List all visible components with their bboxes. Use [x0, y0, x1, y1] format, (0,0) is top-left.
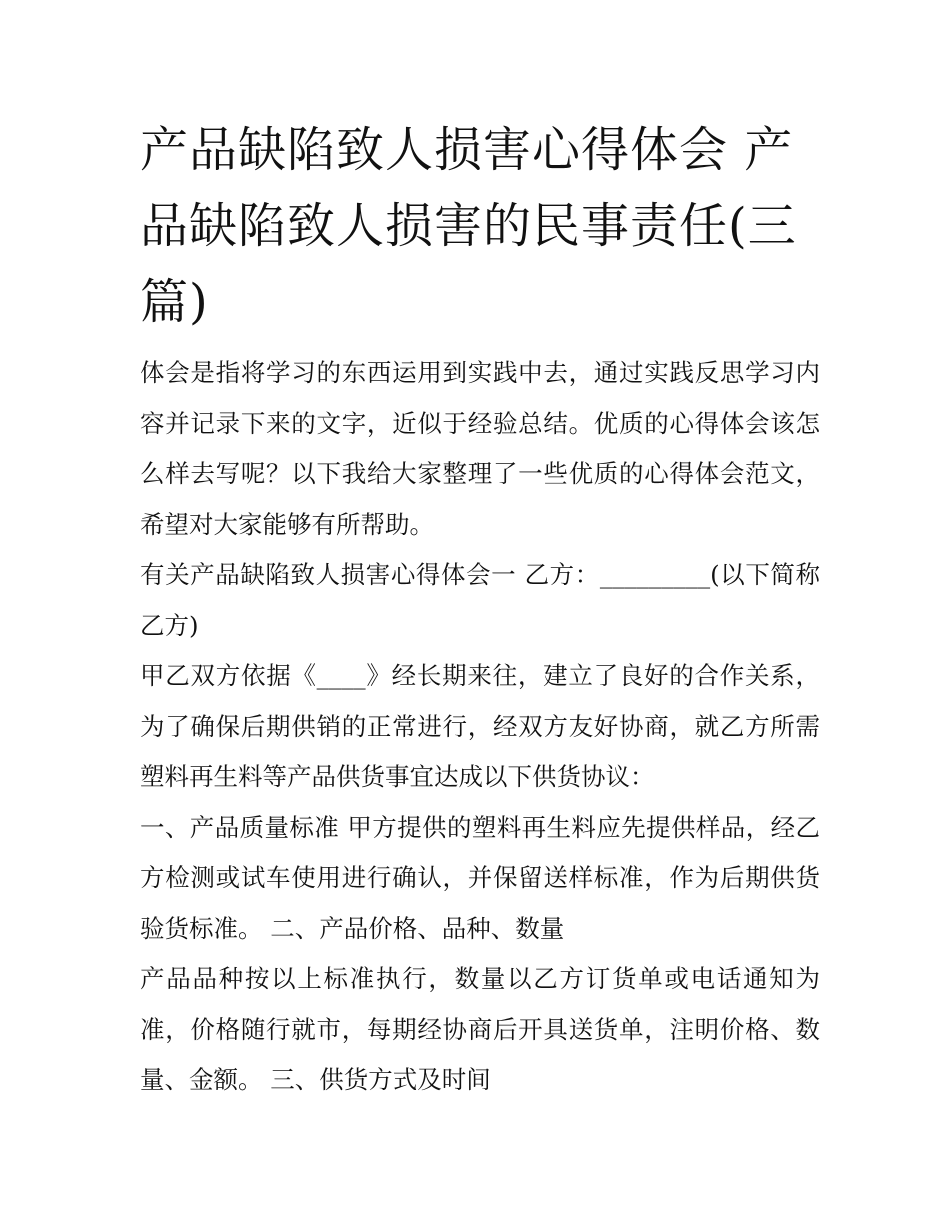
paragraph-product-variety: 产品品种按以上标准执行，数量以乙方订货单或电话通知为准，价格随行就市，每期经协商后开具送货单，注明价格、数量、金额。 三、供货方式及时间 [140, 964, 820, 1094]
paragraph-intro: 体会是指将学习的东西运用到实践中去，通过实践反思学习内容并记录下来的文字，近似于经验总结。优质的心得体会该怎么样去写呢？以下我给大家整理了一些优质的心得体会范文，希望对大家能够有所帮助。 [140, 358, 820, 539]
paragraph-party-b: 有关产品缺陷致人损害心得体会一 乙方：_________(以下简称乙方) [140, 560, 820, 640]
document-title: 产品缺陷致人损害心得体会 产品缺陷致人损害的民事责任(三篇) [140, 122, 797, 330]
document-page [140, 112, 820, 1106]
paragraph-agreement-basis: 甲乙双方依据《____》经长期来往，建立了良好的合作关系，为了确保后期供销的正常进行，经双方友好协商，就乙方所需塑料再生料等产品供货事宜达成以下供货协议： [140, 661, 820, 791]
paragraph-quality-standard: 一、产品质量标准 甲方提供的塑料再生料应先提供样品，经乙方检测或试车使用进行确认，并保留送样标准，作为后期供货验货标准。 二、产品价格、品种、数量 [140, 812, 820, 943]
